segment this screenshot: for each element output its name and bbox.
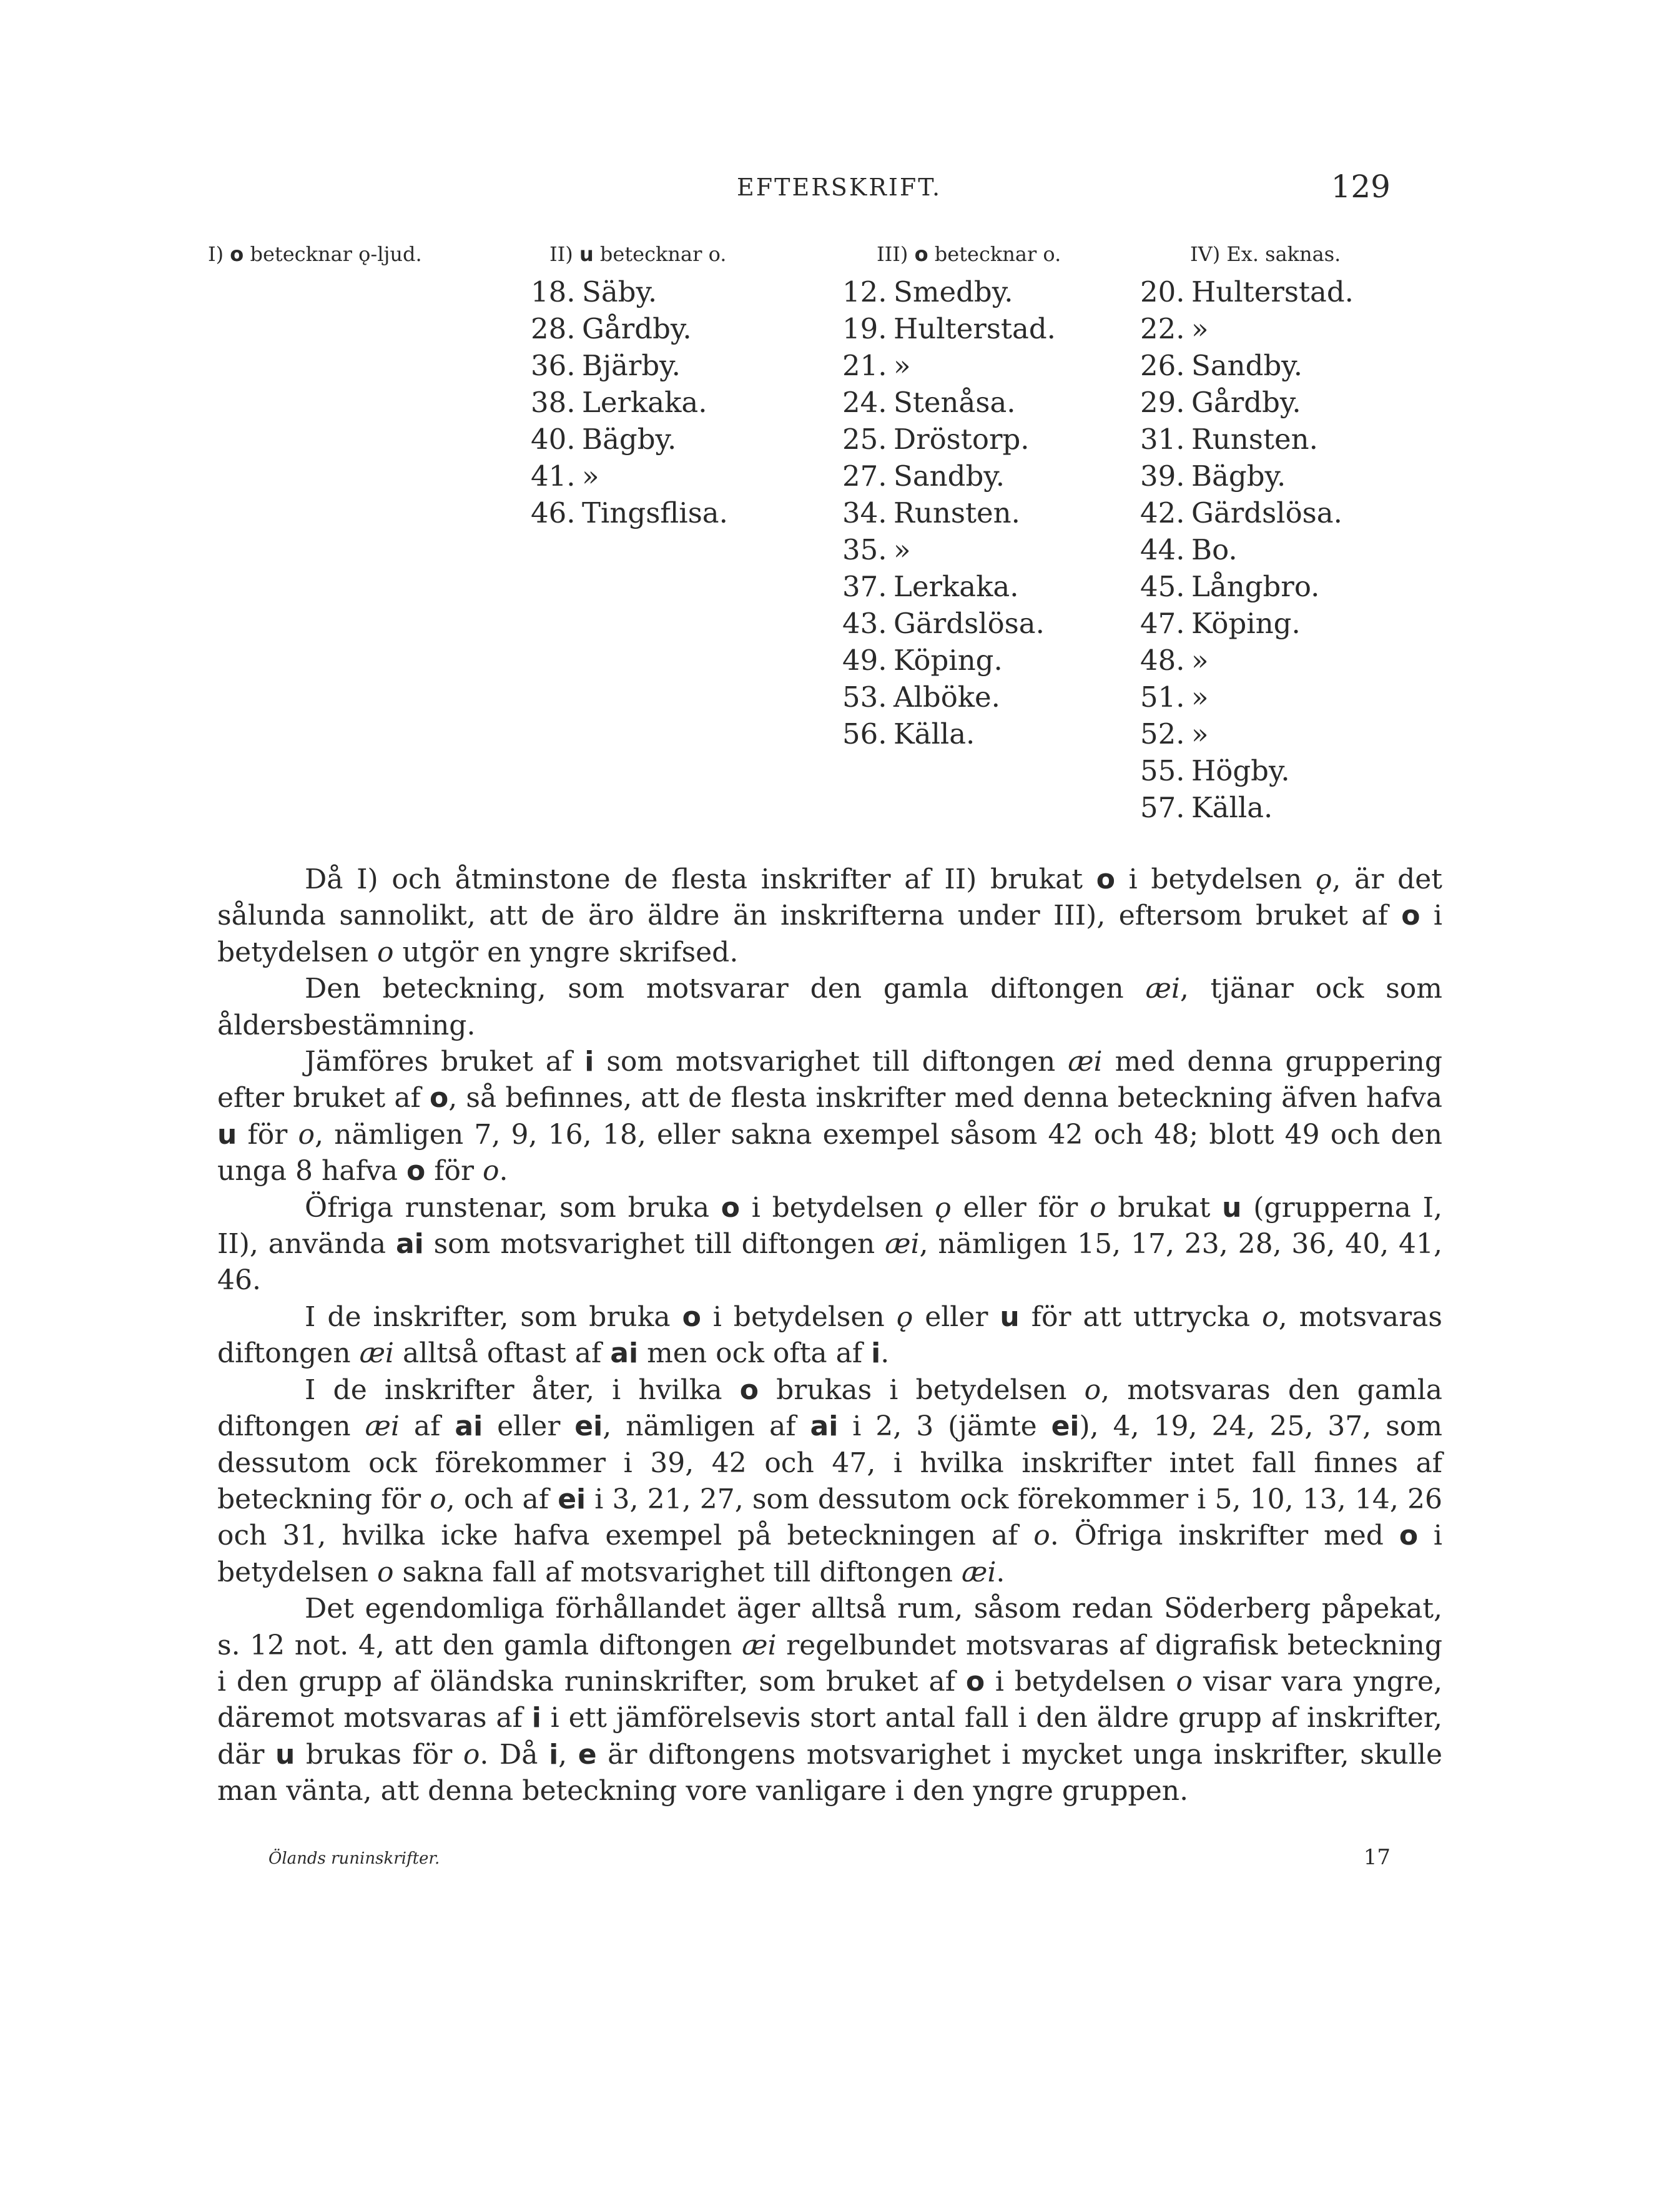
inscription-number: 36. bbox=[531, 349, 576, 382]
place-name: Smedby. bbox=[893, 275, 1013, 308]
list-item bbox=[1140, 458, 1354, 494]
rune-transliteration: ai bbox=[395, 1228, 424, 1261]
rune-transliteration: o bbox=[1096, 863, 1115, 895]
inscription-number: 47. bbox=[1140, 607, 1185, 640]
italic-phoneme: æi bbox=[961, 1556, 997, 1588]
list-item bbox=[531, 310, 728, 347]
list-item bbox=[1140, 384, 1354, 421]
inscription-number: 25. bbox=[842, 423, 887, 456]
paragraph: Öfriga runstenar, som bruka o i betydelsen ǫ eller för o brukat u (grupperna I, II), använda ai som motsvarighet till diftongen æi, nämligen 15, 17, 23, 28, 36, 40, 41, 46. bbox=[217, 1191, 1443, 1297]
inscription-number: 48. bbox=[1140, 644, 1185, 677]
column-heading-4: IV) Ex. saknas. bbox=[1190, 242, 1341, 266]
list-item bbox=[1140, 789, 1354, 826]
list-item bbox=[842, 568, 1056, 605]
place-name: » bbox=[1191, 312, 1209, 345]
place-name: » bbox=[1191, 644, 1209, 677]
list-item bbox=[531, 273, 728, 310]
rune-transliteration: i bbox=[584, 1046, 594, 1078]
place-name: Bjärby. bbox=[582, 349, 681, 382]
running-title: EFTERSKRIFT. bbox=[737, 174, 942, 201]
paragraph: Då I) och åtminstone de flesta inskrifter af II) brukat o i betydelsen ǫ, är det sålunda sannolikt, att de äro äldre än inskrifterna under III), eftersom bruket af o i betydelsen o utgör en yngre skrifsed. bbox=[217, 863, 1442, 968]
place-name: Stenåsa. bbox=[893, 386, 1016, 419]
inscription-number: 44. bbox=[1140, 533, 1185, 566]
inscription-number: 41. bbox=[531, 460, 576, 493]
list-item bbox=[531, 458, 728, 494]
paragraph: I de inskrifter åter, i hvilka o brukas i betydelsen o, motsvaras den gamla diftongen æi af ai eller ei, nämligen af ai i 2, 3 (jämte ei), 4, 19, 24, 25, 37, som dessutom ock förekommer i 39, 42 och 47, i hvilka inskrifter intet fall finnes af beteckning för o, och af ei i 3, 21, 27, som dessutom ock förekommer i 5, 10, 13, 14, 26 och 31, hvilka icke hafva exempel på beteckningen af o. Öfriga inskrifter med o i betydelsen o sakna fall af motsvarighet till diftongen æi. bbox=[217, 1374, 1442, 1588]
inscription-number: 19. bbox=[842, 312, 887, 345]
inscription-number: 20. bbox=[1140, 275, 1185, 308]
list-item bbox=[1140, 273, 1354, 310]
inscription-number: 46. bbox=[531, 496, 576, 529]
inscription-number: 21. bbox=[842, 349, 887, 382]
italic-phoneme: o bbox=[483, 1155, 500, 1187]
place-name: » bbox=[582, 460, 599, 493]
italic-phoneme: o bbox=[1084, 1374, 1101, 1406]
list-item bbox=[842, 310, 1056, 347]
italic-phoneme: ǫ bbox=[935, 1191, 952, 1224]
inscription-number: 40. bbox=[531, 423, 576, 456]
list-item bbox=[1140, 531, 1354, 568]
italic-phoneme: o bbox=[1090, 1191, 1106, 1224]
italic-phoneme: æi bbox=[359, 1337, 394, 1370]
rune-transliteration: u bbox=[275, 1738, 295, 1771]
place-name: Hulterstad. bbox=[893, 312, 1056, 345]
place-name: Källa. bbox=[893, 717, 975, 750]
inscription-number: 24. bbox=[842, 386, 887, 419]
rune-transliteration: o bbox=[721, 1191, 741, 1224]
italic-phoneme: o bbox=[377, 936, 394, 968]
list-item bbox=[842, 421, 1056, 458]
rune-transliteration: i bbox=[871, 1337, 881, 1370]
italic-phoneme: ǫ bbox=[1316, 863, 1332, 895]
list-item bbox=[842, 605, 1056, 642]
rune-transliteration: i bbox=[531, 1702, 541, 1734]
place-name: Bägby. bbox=[582, 423, 677, 456]
inscription-number: 56. bbox=[842, 717, 887, 750]
column-list-2 bbox=[531, 273, 728, 531]
rune-transliteration: o bbox=[430, 1082, 449, 1114]
place-name: Bägby. bbox=[1191, 460, 1286, 493]
place-name: » bbox=[893, 349, 911, 382]
inscription-number: 12. bbox=[842, 275, 887, 308]
italic-phoneme: æi bbox=[885, 1228, 920, 1261]
list-item bbox=[842, 531, 1056, 568]
italic-phoneme: o bbox=[430, 1483, 446, 1515]
rune-transliteration: o bbox=[1401, 900, 1420, 932]
paragraph: Jämföres bruket af i som motsvarighet till diftongen æi med denna gruppering efter bruket af o, så befinnes, att de flesta inskrifter med denna beteckning äfven hafva u för o, nämligen 7, 9, 16, 18, eller sakna exempel såsom 42 och 48; blott 49 och den unga 8 hafva o för o. bbox=[217, 1046, 1443, 1187]
rune-transliteration: o bbox=[1399, 1520, 1419, 1552]
list-item bbox=[1140, 568, 1354, 605]
place-name: Hulterstad. bbox=[1191, 275, 1354, 308]
rune-transliteration: u bbox=[1222, 1191, 1242, 1224]
list-item bbox=[842, 494, 1056, 531]
inscription-number: 29. bbox=[1140, 386, 1185, 419]
inscription-number: 18. bbox=[531, 275, 576, 308]
inscription-number: 51. bbox=[1140, 681, 1185, 714]
place-name: Alböke. bbox=[893, 681, 1000, 714]
place-name: Dröstorp. bbox=[893, 423, 1030, 456]
place-name: » bbox=[893, 533, 911, 566]
inscription-number: 49. bbox=[842, 644, 887, 677]
inscription-number: 37. bbox=[842, 570, 887, 603]
place-name: Gårdby. bbox=[1191, 386, 1301, 419]
list-item bbox=[1140, 642, 1354, 679]
italic-phoneme: o bbox=[1176, 1665, 1193, 1698]
place-name: Sandby. bbox=[1191, 349, 1303, 382]
place-name: Lerkaka. bbox=[582, 386, 707, 419]
place-name: Runsten. bbox=[1191, 423, 1318, 456]
page-number: 129 bbox=[1331, 169, 1391, 205]
paragraph: Det egendomliga förhållandet äger alltså rum, såsom redan Söderberg påpekat, s. 12 not. 4, att den gamla diftongen æi regelbundet motsvaras af digrafisk beteckning i den grupp af öländska runinskrifter, som bruket af o i betydelsen o visar vara yngre, däremot motsvaras af i i ett jämförelsevis stort antal fall i den äldre grupp af inskrifter, där u brukas för o. Då i, e är diftongens motsvarighet i mycket unga inskrifter, skulle man vänta, att denna beteckning vore vanligare i den yngre gruppen. bbox=[217, 1593, 1443, 1807]
inscription-number: 45. bbox=[1140, 570, 1185, 603]
rune-transliteration: ai bbox=[810, 1410, 839, 1443]
inscription-number: 42. bbox=[1140, 496, 1185, 529]
list-item bbox=[531, 384, 728, 421]
rune-transliteration: ai bbox=[455, 1410, 483, 1443]
paragraph: Den beteckning, som motsvarar den gamla diftongen æi, tjänar ock som åldersbestämning. bbox=[217, 973, 1442, 1041]
rune-transliteration: o bbox=[406, 1155, 426, 1187]
italic-phoneme: æi bbox=[1068, 1046, 1103, 1078]
list-item bbox=[842, 679, 1056, 715]
column-list-4 bbox=[1140, 273, 1354, 826]
inscription-number: 43. bbox=[842, 607, 887, 640]
inscription-number: 35. bbox=[842, 533, 887, 566]
list-item bbox=[531, 347, 728, 384]
paragraph: I de inskrifter, som bruka o i betydelsen ǫ eller u för att uttrycka o, motsvaras diftongen æi alltså oftast af ai men ock ofta af i. bbox=[217, 1300, 1442, 1370]
inscription-number: 57. bbox=[1140, 791, 1185, 824]
list-item bbox=[842, 273, 1056, 310]
place-name: Köping. bbox=[893, 644, 1003, 677]
place-name: Säby. bbox=[582, 275, 657, 308]
signature-mark: Ölands runinskrifter. bbox=[268, 1849, 440, 1868]
inscription-number: 38. bbox=[531, 386, 576, 419]
italic-phoneme: æi bbox=[1145, 973, 1180, 1005]
list-item bbox=[1140, 347, 1354, 384]
rune-transliteration: u bbox=[1000, 1300, 1020, 1333]
list-item bbox=[842, 458, 1056, 494]
inscription-number: 53. bbox=[842, 681, 887, 714]
rune-transliteration: u bbox=[217, 1118, 237, 1151]
list-item bbox=[1140, 679, 1354, 715]
place-name: » bbox=[1191, 717, 1209, 750]
rune-transliteration: o bbox=[682, 1300, 701, 1333]
list-item bbox=[842, 642, 1056, 679]
inscription-number: 22. bbox=[1140, 312, 1185, 345]
list-item bbox=[1140, 494, 1354, 531]
inscription-number: 39. bbox=[1140, 460, 1185, 493]
place-name: Köping. bbox=[1191, 607, 1301, 640]
place-name: Gärdslösa. bbox=[1191, 496, 1342, 529]
rune-transliteration: e bbox=[578, 1738, 597, 1771]
column-list-3 bbox=[842, 273, 1056, 752]
list-item bbox=[842, 384, 1056, 421]
list-item bbox=[531, 421, 728, 458]
place-name: Lerkaka. bbox=[893, 570, 1019, 603]
italic-phoneme: ǫ bbox=[896, 1300, 913, 1333]
italic-phoneme: o bbox=[298, 1118, 315, 1151]
rune-transliteration: ai bbox=[610, 1337, 639, 1370]
rune-transliteration: ei bbox=[1051, 1410, 1080, 1443]
rune-transliteration: ei bbox=[558, 1483, 586, 1515]
italic-phoneme: o bbox=[463, 1738, 480, 1771]
list-item bbox=[1140, 715, 1354, 752]
place-name: Tingsflisa. bbox=[582, 496, 728, 529]
column-heading-3: III) o betecknar o. bbox=[877, 242, 1061, 266]
italic-phoneme: æi bbox=[742, 1629, 777, 1661]
list-item bbox=[842, 347, 1056, 384]
inscription-number: 34. bbox=[842, 496, 887, 529]
place-name: Långbro. bbox=[1191, 570, 1320, 603]
inscription-number: 31. bbox=[1140, 423, 1185, 456]
list-item bbox=[531, 494, 728, 531]
inscription-number: 28. bbox=[531, 312, 576, 345]
place-name: Sandby. bbox=[893, 460, 1005, 493]
inscription-number: 55. bbox=[1140, 754, 1185, 787]
rune-transliteration: o bbox=[739, 1374, 759, 1406]
column-heading-2: II) u betecknar o. bbox=[549, 242, 727, 266]
place-name: » bbox=[1191, 681, 1209, 714]
place-name: Runsten. bbox=[893, 496, 1020, 529]
rune-transliteration: ei bbox=[574, 1410, 603, 1443]
place-name: Bo. bbox=[1191, 533, 1238, 566]
italic-phoneme: o bbox=[1262, 1300, 1279, 1333]
place-name: Gärdslösa. bbox=[893, 607, 1045, 640]
list-item bbox=[1140, 421, 1354, 458]
rune-transliteration: o bbox=[965, 1665, 985, 1698]
list-item bbox=[1140, 310, 1354, 347]
place-name: Källa. bbox=[1191, 791, 1273, 824]
list-item bbox=[1140, 752, 1354, 789]
italic-phoneme: æi bbox=[365, 1410, 400, 1443]
column-heading-1: I) o betecknar ǫ-ljud. bbox=[208, 242, 422, 266]
inscription-number: 26. bbox=[1140, 349, 1185, 382]
italic-phoneme: o bbox=[1033, 1520, 1050, 1552]
inscription-number: 52. bbox=[1140, 717, 1185, 750]
rune-transliteration: i bbox=[549, 1738, 559, 1771]
list-item bbox=[842, 715, 1056, 752]
body-text bbox=[217, 862, 1442, 1810]
sheet-number: 17 bbox=[1363, 1845, 1391, 1870]
place-name: Högby. bbox=[1191, 754, 1290, 787]
italic-phoneme: o bbox=[377, 1556, 394, 1588]
list-item bbox=[1140, 605, 1354, 642]
place-name: Gårdby. bbox=[582, 312, 692, 345]
inscription-number: 27. bbox=[842, 460, 887, 493]
